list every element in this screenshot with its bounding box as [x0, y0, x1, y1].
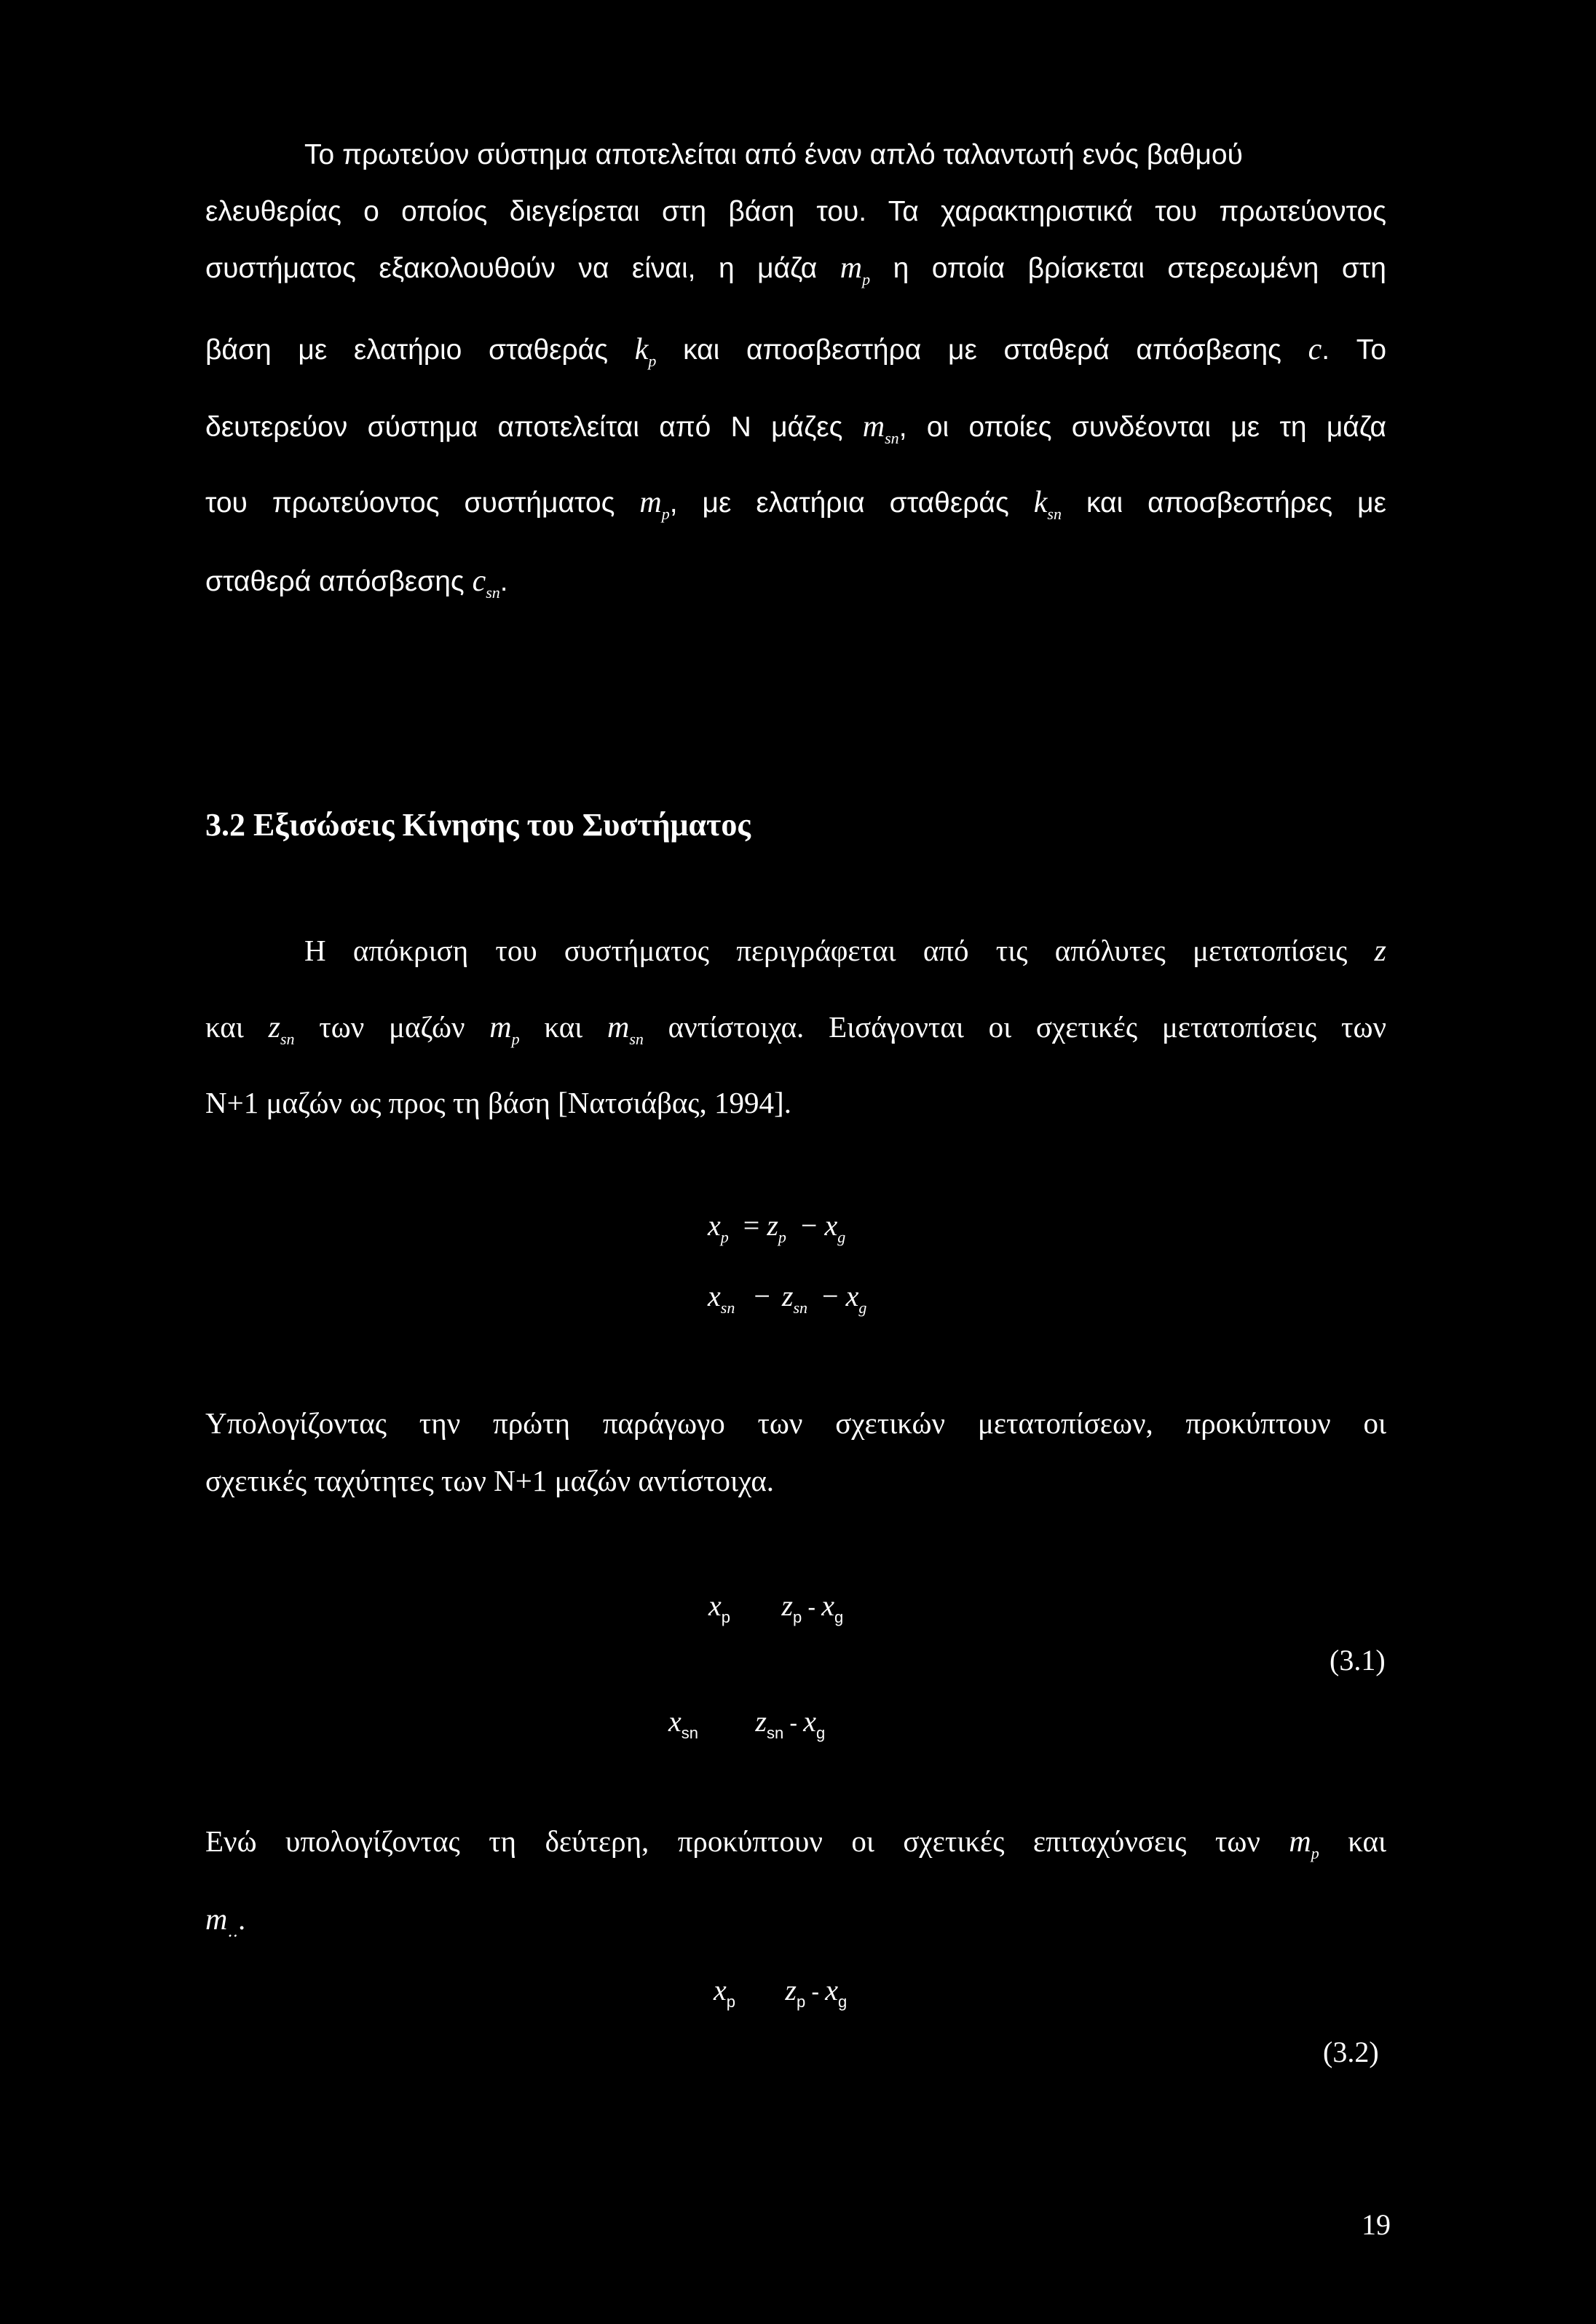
- math-k-p: $k_p$: [634, 333, 657, 370]
- math-z: z: [1374, 934, 1387, 968]
- equation-xsn: $x_{sn} - z_{sn} - x_g$: [708, 1280, 867, 1317]
- text: ελευθερίας ο οποίος διεγείρεται στη βάση του. Τα χαρακτηριστικά του πρωτεύοντος: [205, 196, 1386, 227]
- text: .: [499, 566, 508, 597]
- text: σταθερά απόσβεσης: [205, 566, 465, 597]
- intro-line-7: [205, 561, 508, 602]
- equation-number-3-2: (3.2): [1323, 2036, 1379, 2068]
- intro-line-1: [304, 135, 1386, 176]
- intro-line-2: [205, 192, 1386, 232]
- math-m-p: $m_p$: [639, 486, 670, 523]
- math-m-sn-blur: $m_‥$: [205, 1903, 239, 1940]
- text: Υπολογίζοντας την πρώτη παράγωγο των σχετικών μετατοπίσεων, προκύπτουν οι: [205, 1406, 1386, 1440]
- intro-line-3: [205, 248, 1386, 289]
- text: η οποία βρίσκεται στερεωμένη στη: [893, 253, 1386, 284]
- math-m-p: $m_p$: [840, 251, 871, 288]
- text: δευτερεύον σύστημα αποτελείται από Ν μάζες: [205, 411, 843, 443]
- math-z-sn: $z_{sn}$: [268, 1011, 295, 1048]
- text: και αποσβεστήρα με σταθερά απόσβεσης: [683, 334, 1281, 366]
- math-m-p: $m_p$: [1289, 1825, 1319, 1862]
- p2-line-1: [304, 930, 1386, 972]
- text: .: [238, 1902, 246, 1936]
- equation-number-3-1: (3.1): [1330, 1644, 1386, 1677]
- text: βάση με ελατήριο σταθεράς: [205, 334, 609, 366]
- math-m-sn: $m_{sn}$: [607, 1011, 644, 1048]
- text: και: [544, 1010, 583, 1044]
- math-c-group: [1308, 334, 1386, 366]
- text: του πρωτεύοντος συστήματος: [205, 487, 615, 519]
- text: συστήματος εξακολουθούν να είναι, η μάζα: [205, 253, 818, 284]
- text: , οι οποίες συνδέονται με τη μάζα: [898, 411, 1386, 443]
- text: και αποσβεστήρες με: [1086, 487, 1386, 519]
- equation-xp-dot: $x_p$ $z_p - x_g$: [708, 1589, 844, 1626]
- equation-xp-ddot: $x_p$ $z_p - x_g$: [714, 1974, 848, 2011]
- text: και: [205, 1010, 244, 1044]
- p3-line-1: [205, 1403, 1386, 1443]
- text: Ν+1 μαζών ως προς τη βάση [Νατσιάβας, 1994].: [205, 1086, 791, 1119]
- p2-line-2: [205, 1007, 1386, 1048]
- text: Το πρωτεύον σύστημα αποτελείται από έναν απλό ταλαντωτή ενός βαθμού: [304, 139, 1243, 170]
- math-m-sn: $m_{sn}$: [862, 410, 899, 447]
- math-c-sn: $c_{sn}$: [472, 564, 500, 602]
- text: και: [1348, 1824, 1386, 1858]
- intro-line-4: [205, 329, 1386, 371]
- math-c: c: [1308, 333, 1322, 366]
- intro-line-5: [205, 406, 1386, 448]
- text: Ενώ υπολογίζοντας τη δεύτερη, προκύπτουν οι σχετικές επιταχύνσεις των: [205, 1824, 1260, 1858]
- p4-line-2: [205, 1899, 245, 1940]
- text: σχετικές ταχύτητες των Ν+1 μαζών αντίστοιχα.: [205, 1464, 775, 1497]
- p2-line-3: [205, 1082, 791, 1123]
- equation-xsn-dot: $x_{sn}$ $z_{sn} - x_g$: [668, 1705, 826, 1742]
- intro-line-6: [205, 482, 1386, 524]
- math-m-p-group: [639, 486, 1009, 523]
- section-heading: [205, 805, 751, 846]
- text: των μαζών: [319, 1010, 465, 1044]
- math-k-sn: $k_{sn}$: [1033, 486, 1062, 523]
- math-m-p: $m_p$: [489, 1011, 520, 1048]
- equation-xp: $x_p = z_p - x_g$: [708, 1209, 846, 1246]
- text: αντίστοιχα. Εισάγονται οι σχετικές μετατοπίσεις των: [668, 1010, 1387, 1044]
- heading-text: 3.2 Εξισώσεις Κίνησης του Συστήματος: [205, 807, 751, 843]
- page-number: 19: [1362, 2208, 1391, 2241]
- math-m-sn-group: [862, 410, 1386, 447]
- text: , με ελατήρια σταθεράς: [669, 487, 1009, 519]
- text: . Το: [1322, 334, 1387, 366]
- text: Η απόκριση του συστήματος περιγράφεται από τις απόλυτες μετατοπίσεις: [304, 934, 1348, 967]
- p4-line-1: [205, 1821, 1386, 1862]
- p3-line-2: [205, 1460, 774, 1501]
